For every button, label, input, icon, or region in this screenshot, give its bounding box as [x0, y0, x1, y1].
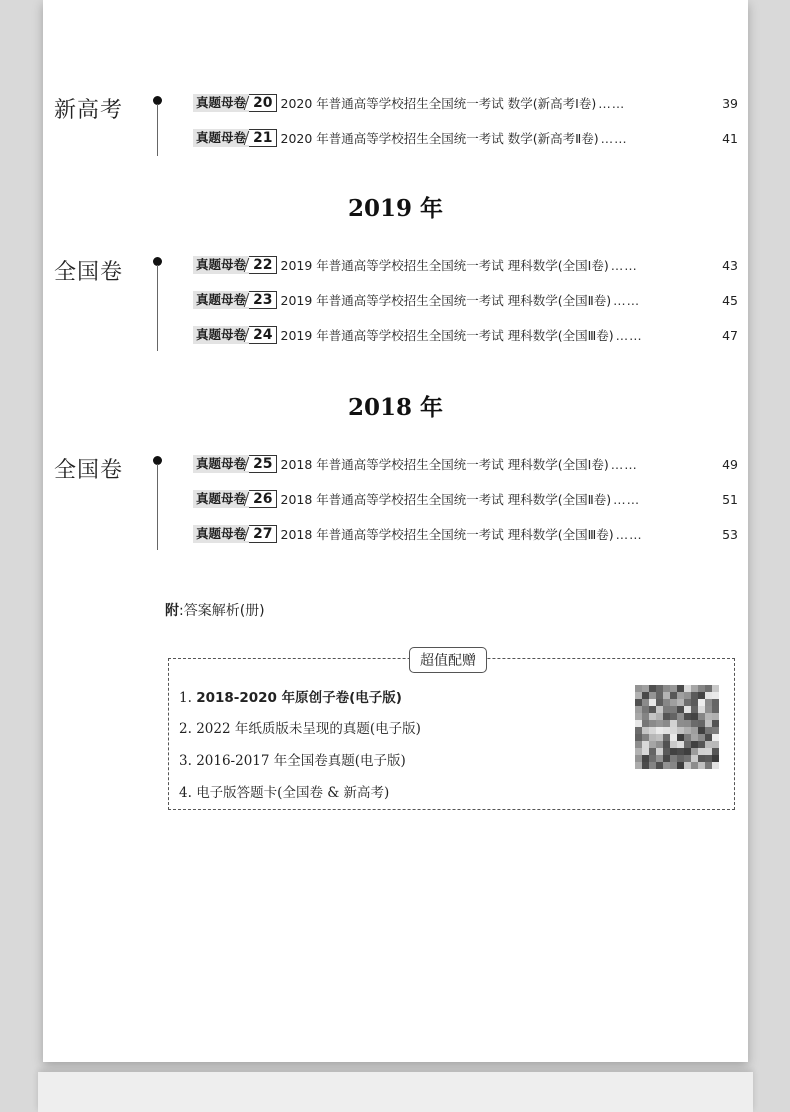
qr-cell — [684, 720, 691, 727]
appendix-prefix: 附 — [165, 603, 179, 619]
qr-cell — [642, 755, 649, 762]
qr-cell — [635, 699, 642, 706]
timeline-line — [157, 265, 158, 351]
qr-cell — [691, 699, 698, 706]
qr-cell — [656, 706, 663, 713]
page-number: 49 — [722, 456, 738, 472]
qr-cell — [635, 734, 642, 741]
qr-cell — [677, 734, 684, 741]
qr-cell — [705, 692, 712, 699]
qr-cell — [663, 692, 670, 699]
qr-cell — [712, 762, 719, 769]
qr-cell — [670, 685, 677, 692]
qr-cell — [677, 755, 684, 762]
bonus-item-text: 2016-2017 年全国卷真题(电子版) — [196, 753, 406, 769]
qr-cell — [698, 755, 705, 762]
qr-cell — [705, 699, 712, 706]
qr-cell — [642, 692, 649, 699]
entry-title: 2018 年普通高等学校招生全国统一考试 理科数学(全国Ⅱ卷) — [280, 492, 612, 507]
qr-cell — [656, 741, 663, 748]
paper-badge: 真题母卷 20 — [193, 94, 277, 112]
toc-entry[interactable] — [193, 289, 738, 311]
qr-cell — [635, 706, 642, 713]
entry-title: 2020 年普通高等学校招生全国统一考试 数学(新高考Ⅰ卷) — [280, 96, 597, 111]
qr-cell — [663, 713, 670, 720]
toc-entry[interactable] — [193, 127, 738, 149]
entry-title: 2018 年普通高等学校招生全国统一考试 理科数学(全国Ⅲ卷) — [280, 527, 614, 542]
qr-cell — [663, 734, 670, 741]
toc-entry[interactable] — [193, 523, 738, 545]
paper-badge: 真题母卷 22 — [193, 256, 277, 274]
qr-cell — [677, 692, 684, 699]
qr-cell — [649, 699, 656, 706]
qr-cell — [642, 685, 649, 692]
entry-title: 2020 年普通高等学校招生全国统一考试 数学(新高考Ⅱ卷) — [280, 131, 599, 146]
dot-leader: …… — [615, 327, 643, 343]
qr-cell — [656, 685, 663, 692]
qr-cell — [635, 741, 642, 748]
page-number: 47 — [722, 327, 738, 343]
dot-leader: …… — [600, 130, 628, 146]
qr-cell — [698, 741, 705, 748]
qr-cell — [649, 692, 656, 699]
qr-cell — [712, 720, 719, 727]
qr-cell — [677, 727, 684, 734]
paper-badge: 真题母卷 26 — [193, 490, 277, 508]
qr-cell — [663, 685, 670, 692]
qr-cell — [649, 713, 656, 720]
toc-entry[interactable] — [193, 488, 738, 510]
qr-cell — [705, 734, 712, 741]
toc-entry[interactable] — [193, 453, 738, 475]
timeline-line — [157, 104, 158, 156]
qr-cell — [705, 706, 712, 713]
entry-title: 2019 年普通高等学校招生全国统一考试 理科数学(全国Ⅱ卷) — [280, 293, 612, 308]
qr-cell — [691, 727, 698, 734]
qr-cell — [684, 706, 691, 713]
qr-cell — [642, 699, 649, 706]
dot-leader: …… — [598, 95, 626, 111]
qr-cell — [712, 741, 719, 748]
paper-number: 22 — [249, 256, 276, 274]
year-heading-2018: 2018 年 — [347, 394, 444, 421]
qr-cell — [684, 699, 691, 706]
qr-cell — [677, 685, 684, 692]
paper-badge: 真题母卷 27 — [193, 525, 277, 543]
toc-entry[interactable] — [193, 92, 738, 114]
qr-cell — [691, 706, 698, 713]
qr-cell — [649, 734, 656, 741]
qr-cell — [642, 762, 649, 769]
qr-cell — [691, 762, 698, 769]
dot-leader: …… — [610, 456, 638, 472]
timeline-line — [157, 464, 158, 550]
qr-cell — [677, 713, 684, 720]
qr-cell — [649, 685, 656, 692]
qr-cell — [712, 699, 719, 706]
qr-cell — [684, 727, 691, 734]
qr-cell — [656, 727, 663, 734]
page-number: 45 — [722, 292, 738, 308]
paper-badge: 真题母卷 23 — [193, 291, 277, 309]
qr-cell — [698, 720, 705, 727]
qr-cell — [684, 755, 691, 762]
bonus-item-text: 2018-2020 年原创子卷(电子版) — [196, 690, 402, 706]
paper-badge: 真题母卷 21 — [193, 129, 277, 147]
toc-entry[interactable] — [193, 254, 738, 276]
qr-cell — [712, 734, 719, 741]
qr-cell — [705, 685, 712, 692]
qr-cell — [670, 734, 677, 741]
qr-cell — [698, 762, 705, 769]
paper-number: 20 — [249, 94, 276, 112]
qr-cell — [656, 713, 663, 720]
qr-cell — [635, 727, 642, 734]
qr-cell — [635, 713, 642, 720]
qr-cell — [684, 741, 691, 748]
qr-cell — [684, 692, 691, 699]
qr-cell — [691, 748, 698, 755]
qr-cell — [677, 720, 684, 727]
qr-cell — [677, 748, 684, 755]
qr-cell — [635, 685, 642, 692]
bonus-title: 超值配赠 — [409, 647, 487, 673]
qr-cell — [677, 741, 684, 748]
qr-cell — [670, 692, 677, 699]
qr-cell — [656, 755, 663, 762]
bonus-item: 2. 2022 年纸质版未呈现的真题(电子版) — [179, 721, 421, 737]
qr-cell — [635, 720, 642, 727]
qr-cell — [656, 748, 663, 755]
entry-title: 2018 年普通高等学校招生全国统一考试 理科数学(全国Ⅰ卷) — [280, 457, 609, 472]
qr-cell — [705, 741, 712, 748]
qr-cell — [698, 734, 705, 741]
bonus-box — [168, 653, 735, 810]
qr-cell — [705, 727, 712, 734]
qr-cell — [705, 748, 712, 755]
next-page-edge — [38, 1072, 753, 1112]
qr-cell — [642, 734, 649, 741]
qr-cell — [684, 748, 691, 755]
bonus-item: 4. 电子版答题卡(全国卷 & 新高考) — [179, 785, 390, 801]
toc-entry[interactable] — [193, 324, 738, 346]
qr-cell — [663, 762, 670, 769]
qr-cell — [642, 720, 649, 727]
qr-cell — [698, 685, 705, 692]
qr-cell — [670, 748, 677, 755]
entry-title: 2019 年普通高等学校招生全国统一考试 理科数学(全国Ⅲ卷) — [280, 328, 614, 343]
qr-code-icon[interactable] — [635, 685, 719, 769]
qr-cell — [663, 748, 670, 755]
qr-cell — [698, 692, 705, 699]
qr-cell — [670, 755, 677, 762]
qr-cell — [684, 685, 691, 692]
qr-cell — [670, 720, 677, 727]
qr-cell — [712, 727, 719, 734]
bonus-item-text: 电子版答题卡(全国卷 & 新高考) — [196, 785, 390, 801]
paper-number: 21 — [249, 129, 276, 147]
qr-cell — [656, 734, 663, 741]
bonus-item: 3. 2016-2017 年全国卷真题(电子版) — [179, 753, 406, 769]
paper-badge: 真题母卷 25 — [193, 455, 277, 473]
qr-cell — [712, 706, 719, 713]
qr-cell — [663, 755, 670, 762]
entry-title: 2019 年普通高等学校招生全国统一考试 理科数学(全国Ⅰ卷) — [280, 258, 609, 273]
qr-cell — [684, 762, 691, 769]
qr-cell — [635, 762, 642, 769]
paper-number: 25 — [249, 455, 276, 473]
qr-cell — [656, 720, 663, 727]
qr-cell — [691, 713, 698, 720]
qr-cell — [670, 762, 677, 769]
qr-cell — [649, 748, 656, 755]
qr-cell — [642, 706, 649, 713]
qr-cell — [677, 699, 684, 706]
qr-cell — [642, 713, 649, 720]
qr-cell — [670, 727, 677, 734]
year-heading-2019: 2019 年 — [347, 195, 444, 222]
qr-cell — [635, 748, 642, 755]
qr-cell — [712, 692, 719, 699]
paper-number: 24 — [249, 326, 276, 344]
appendix-note — [165, 600, 265, 620]
qr-cell — [670, 713, 677, 720]
qr-cell — [649, 720, 656, 727]
qr-cell — [712, 748, 719, 755]
qr-cell — [705, 755, 712, 762]
qr-cell — [663, 727, 670, 734]
page-number: 41 — [722, 130, 738, 146]
qr-cell — [642, 748, 649, 755]
qr-cell — [649, 762, 656, 769]
qr-cell — [691, 685, 698, 692]
document-page — [43, 0, 748, 1062]
qr-cell — [691, 720, 698, 727]
section-label: 全国卷 — [54, 260, 124, 285]
qr-cell — [698, 699, 705, 706]
paper-number: 26 — [249, 490, 276, 508]
page-number: 53 — [722, 526, 738, 542]
dot-leader: …… — [613, 292, 641, 308]
section-label: 全国卷 — [54, 458, 124, 483]
paper-number: 27 — [249, 525, 276, 543]
qr-cell — [649, 741, 656, 748]
qr-cell — [698, 713, 705, 720]
qr-cell — [698, 706, 705, 713]
qr-cell — [649, 727, 656, 734]
qr-cell — [670, 741, 677, 748]
qr-cell — [642, 741, 649, 748]
qr-cell — [698, 727, 705, 734]
page-number: 51 — [722, 491, 738, 507]
paper-number: 23 — [249, 291, 276, 309]
qr-cell — [663, 720, 670, 727]
qr-cell — [663, 706, 670, 713]
qr-cell — [649, 755, 656, 762]
qr-cell — [684, 734, 691, 741]
paper-badge: 真题母卷 24 — [193, 326, 277, 344]
qr-cell — [649, 706, 656, 713]
qr-cell — [691, 741, 698, 748]
bonus-item: 1. 2018-2020 年原创子卷(电子版) — [179, 690, 402, 706]
qr-cell — [663, 741, 670, 748]
qr-cell — [684, 713, 691, 720]
qr-cell — [712, 713, 719, 720]
qr-cell — [656, 762, 663, 769]
qr-cell — [656, 699, 663, 706]
qr-cell — [698, 748, 705, 755]
qr-cell — [670, 699, 677, 706]
qr-cell — [635, 692, 642, 699]
qr-cell — [691, 692, 698, 699]
qr-cell — [635, 755, 642, 762]
qr-cell — [670, 706, 677, 713]
qr-cell — [663, 699, 670, 706]
qr-cell — [705, 713, 712, 720]
qr-cell — [712, 755, 719, 762]
dot-leader: …… — [610, 257, 638, 273]
page-number: 39 — [722, 95, 738, 111]
qr-cell — [691, 755, 698, 762]
page-number: 43 — [722, 257, 738, 273]
qr-cell — [691, 734, 698, 741]
qr-cell — [677, 762, 684, 769]
qr-cell — [705, 720, 712, 727]
appendix-text: :答案解析(册) — [179, 603, 265, 619]
dot-leader: …… — [615, 526, 643, 542]
qr-cell — [677, 706, 684, 713]
bonus-item-text: 2022 年纸质版未呈现的真题(电子版) — [196, 721, 421, 737]
qr-cell — [656, 692, 663, 699]
section-label: 新高考 — [54, 98, 124, 123]
qr-cell — [705, 762, 712, 769]
qr-cell — [712, 685, 719, 692]
qr-cell — [642, 727, 649, 734]
dot-leader: …… — [613, 491, 641, 507]
